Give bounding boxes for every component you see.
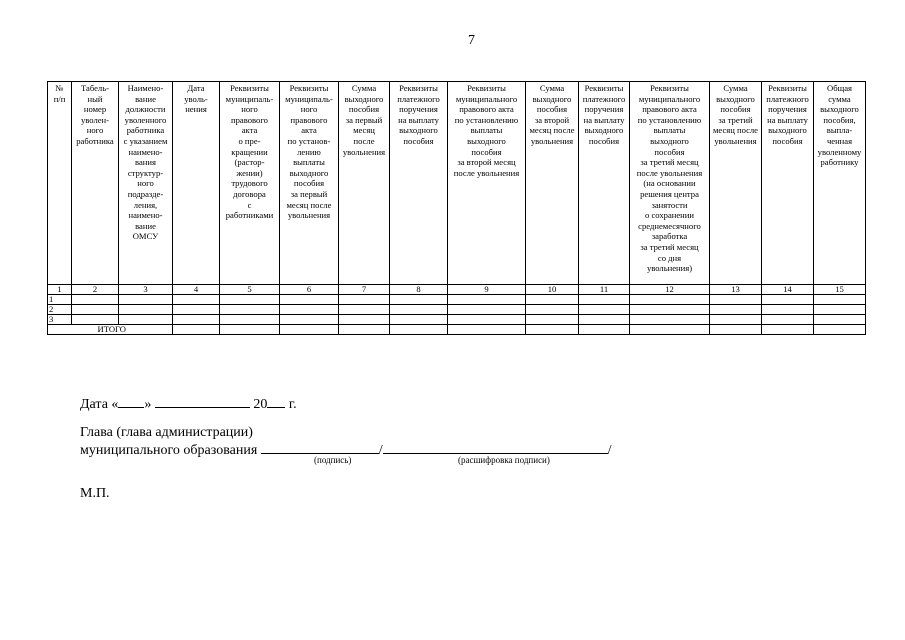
table-cell xyxy=(630,295,710,305)
signature-blank[interactable] xyxy=(261,441,379,454)
table-cell xyxy=(119,315,173,325)
table-cell xyxy=(526,315,579,325)
table-cell xyxy=(630,305,710,315)
table-row xyxy=(48,315,866,325)
table-cell xyxy=(762,305,814,315)
column-number: 4 xyxy=(173,285,220,295)
signature-block xyxy=(80,425,612,459)
table-cell xyxy=(173,325,220,335)
header-cell-tab-number: Табель- ный номер уволен- ного работника xyxy=(72,82,119,285)
table-cell xyxy=(119,305,173,315)
table-cell xyxy=(220,305,280,315)
column-number-row xyxy=(48,285,866,295)
header-row xyxy=(48,82,866,285)
table-cell xyxy=(280,325,339,335)
table-cell xyxy=(72,305,119,315)
table-cell xyxy=(72,315,119,325)
table-cell xyxy=(762,325,814,335)
caption-signature-decoding: (расшифровка подписи) xyxy=(458,455,550,465)
header-cell-sum-month1: Сумма выходного пособия за первый месяц после увольнения xyxy=(339,82,390,285)
table-cell xyxy=(579,315,630,325)
table-cell xyxy=(448,315,526,325)
column-number: 7 xyxy=(339,285,390,295)
table-cell xyxy=(220,325,280,335)
table-row xyxy=(48,305,866,315)
table-cell xyxy=(630,315,710,325)
table-cell xyxy=(280,305,339,315)
date-mid: » xyxy=(144,397,152,412)
table-cell xyxy=(448,325,526,335)
table-cell xyxy=(339,295,390,305)
column-number: 15 xyxy=(814,285,866,295)
column-number: 3 xyxy=(119,285,173,295)
column-number: 14 xyxy=(762,285,814,295)
table-cell xyxy=(280,315,339,325)
table-cell xyxy=(390,315,448,325)
column-number: 11 xyxy=(579,285,630,295)
table-cell xyxy=(526,325,579,335)
total-row xyxy=(48,325,866,335)
head-title-line1: Глава (глава администрации) xyxy=(80,425,253,440)
header-cell-total-sum: Общая сумма выходного пособия, выпла- ченная уволенному работнику xyxy=(814,82,866,285)
table-cell xyxy=(119,295,173,305)
table-cell xyxy=(579,325,630,335)
table-cell xyxy=(339,325,390,335)
table-cell xyxy=(814,305,866,315)
table-cell xyxy=(710,295,762,305)
header-cell-sum-month3: Сумма выходного пособия за третий месяц после увольнения xyxy=(710,82,762,285)
table-cell xyxy=(710,325,762,335)
caption-signature: (подпись) xyxy=(314,455,352,465)
table-cell xyxy=(390,325,448,335)
table-cell xyxy=(339,305,390,315)
header-cell-number: № п/п xyxy=(48,82,72,285)
table-cell xyxy=(526,295,579,305)
slash-left: / xyxy=(378,443,383,458)
column-number: 9 xyxy=(448,285,526,295)
signature-decoding-blank[interactable] xyxy=(383,441,608,454)
table-cell xyxy=(390,295,448,305)
table-cell xyxy=(710,315,762,325)
table-cell xyxy=(220,295,280,305)
column-number: 13 xyxy=(710,285,762,295)
table-cell xyxy=(390,305,448,315)
table-cell xyxy=(814,295,866,305)
header-cell-sum-month2: Сумма выходного пособия за второй месяц после увольнения xyxy=(526,82,579,285)
table-cell xyxy=(814,325,866,335)
date-year: 20 xyxy=(253,397,268,412)
table-cell xyxy=(762,295,814,305)
table-cell xyxy=(173,305,220,315)
stamp-label: М.П. xyxy=(80,486,110,501)
column-number: 6 xyxy=(280,285,339,295)
column-number: 2 xyxy=(72,285,119,295)
page-number: 7 xyxy=(468,33,475,48)
slash-right: / xyxy=(607,443,612,458)
table-cell xyxy=(173,315,220,325)
column-number: 10 xyxy=(526,285,579,295)
table-row xyxy=(48,295,866,305)
severance-report-table xyxy=(47,81,866,335)
header-cell-payment-order-1: Реквизиты платежного поручения на выплату выходного пособия xyxy=(390,82,448,285)
table-cell xyxy=(762,315,814,325)
table-cell xyxy=(448,305,526,315)
table-cell xyxy=(579,295,630,305)
column-number: 8 xyxy=(390,285,448,295)
table-cell xyxy=(220,315,280,325)
year-blank[interactable] xyxy=(267,395,285,408)
table-cell xyxy=(280,295,339,305)
row-number: 3 xyxy=(48,315,72,325)
table-cell xyxy=(814,315,866,325)
date-line xyxy=(80,395,297,413)
header-cell-position: Наимено- вание должности уволенного работника с указанием наимено- вания структур- ного подразде- ления, наимено- вание ОМСУ xyxy=(119,82,173,285)
column-number: 1 xyxy=(48,285,72,295)
header-cell-dismissal-date: Дата уволь- нения xyxy=(173,82,220,285)
date-prefix: Дата « xyxy=(80,397,119,412)
header-cell-payment-order-2: Реквизиты платежного поручения на выплату выходного пособия xyxy=(579,82,630,285)
table-cell xyxy=(526,305,579,315)
table-cell xyxy=(339,315,390,325)
header-cell-act-month2: Реквизиты муниципального правового акта по установлению выплаты выходного пособия за второй месяц после увольнения xyxy=(448,82,526,285)
date-suffix: г. xyxy=(288,397,297,412)
table-cell xyxy=(72,295,119,305)
row-number: 2 xyxy=(48,305,72,315)
row-number: 1 xyxy=(48,295,72,305)
head-title-line2: муниципального образования xyxy=(80,443,258,458)
table-cell xyxy=(630,325,710,335)
table-cell xyxy=(579,305,630,315)
header-cell-act-month1: Реквизиты муниципаль- ного правового акта по установ- лению выплаты выходного пособия за первый месяц после увольнения xyxy=(280,82,339,285)
column-number: 12 xyxy=(630,285,710,295)
day-blank[interactable] xyxy=(118,395,144,408)
table-cell xyxy=(173,295,220,305)
table-cell xyxy=(448,295,526,305)
column-number: 5 xyxy=(220,285,280,295)
table-cell xyxy=(710,305,762,315)
header-cell-payment-order-3: Реквизиты платежного поручения на выплату выходного пособия xyxy=(762,82,814,285)
header-cell-termination-act: Реквизиты муниципаль- ного правового акта о пре- кращении (растор- жении) трудового договора с работниками xyxy=(220,82,280,285)
total-label: ИТОГО xyxy=(48,325,173,335)
header-cell-act-month3: Реквизиты муниципального правового акта по установлению выплаты выходного пособия за третий месяц после увольнения (на основании решения центра занятости о сохранении среднемесячного заработка за третий месяц со дня увольнения) xyxy=(630,82,710,285)
month-blank[interactable] xyxy=(155,395,250,408)
